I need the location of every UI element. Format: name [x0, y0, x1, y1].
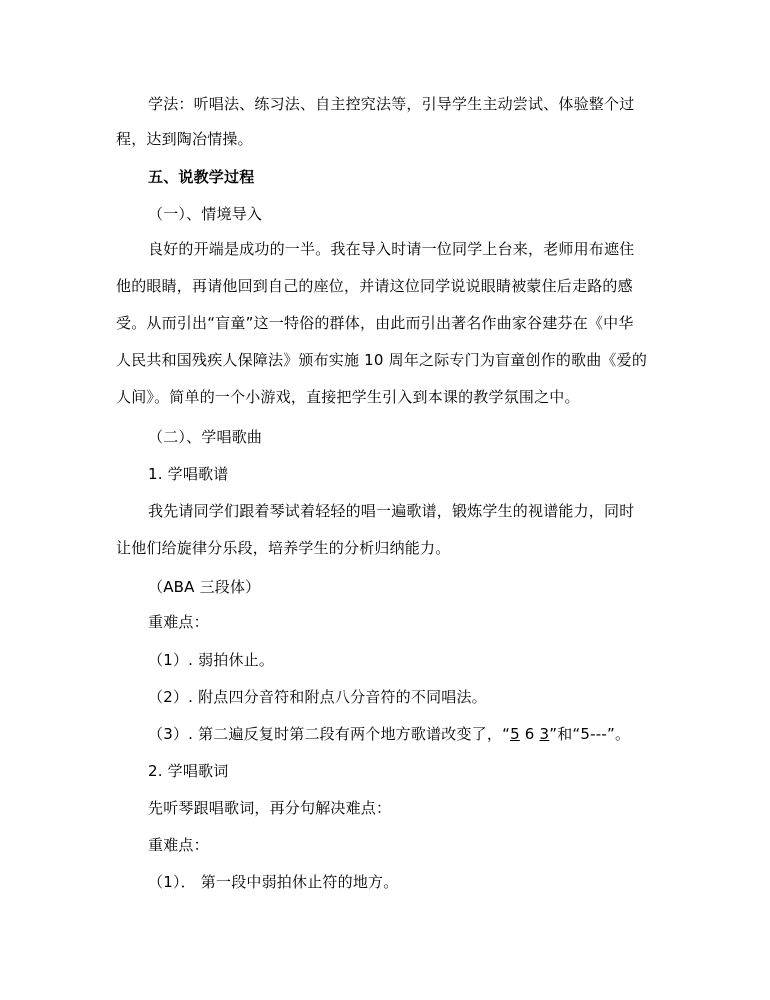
note-3-underlined: 3	[539, 725, 550, 743]
paragraph-line: 先听琴跟唱歌词，再分句解决难点：	[148, 799, 392, 817]
paragraph-line: 良好的开端是成功的一半。我在导入时请一位同学上台来，老师用布遮住	[148, 240, 635, 258]
paragraph-line: 受。从而引出“盲童”这一特俗的群体，由此而引出著名作曲家谷建芬在《中华	[116, 314, 634, 332]
key-point-prefix: （3）. 第二遍反复时第二段有两个地方歌谱改变了，“	[148, 725, 511, 743]
key-point-item: （1）． 第一段中弱拍休止符的地方。	[148, 873, 399, 891]
numbered-heading: 2. 学唱歌词	[148, 762, 229, 780]
paragraph-line: 让他们给旋律分乐段，培养学生的分析归纳能力。	[116, 539, 451, 557]
key-point-item	[148, 724, 630, 744]
key-point-item: （2）. 附点四分音符和附点八分音符的不同唱法。	[148, 688, 487, 706]
paragraph-line: 他的眼睛，再请他回到自己的座位，并请这位同学说说眼睛被蒙住后走路的感	[116, 277, 633, 295]
numbered-heading: 1. 学唱歌谱	[148, 465, 229, 483]
key-point-item: （1）. 弱拍休止。	[148, 651, 275, 669]
form-note: （ABA 三段体）	[148, 578, 261, 596]
subsection-heading: （一）、情境导入	[148, 205, 263, 223]
section-heading: 五、说教学过程	[148, 168, 255, 186]
paragraph-line: 我先请同学们跟着琴试着轻轻的唱一遍歌谱，锻炼学生的视谱能力，同时	[148, 502, 635, 520]
subsection-heading: （二）、学唱歌曲	[148, 428, 263, 446]
paragraph-line: 人民共和国残疾人保障法》颁布实施 10 周年之际专门为盲童创作的歌曲《爱的	[116, 351, 648, 369]
key-points-label: 重难点：	[148, 613, 209, 631]
paragraph-line: 人间》。简单的一个小游戏，直接把学生引入到本课的教学氛围之中。	[116, 388, 580, 406]
key-point-suffix: ”和“5---”。	[549, 725, 631, 743]
paragraph-line: 程，达到陶冶情操。	[116, 130, 253, 148]
paragraph-line: 学法：听唱法、练习法、自主控究法等，引导学生主动尝试、体验整个过	[148, 95, 635, 113]
note-6: 6	[524, 725, 535, 743]
note-5-underlined: 5	[510, 725, 520, 743]
key-points-label: 重难点：	[148, 836, 209, 854]
